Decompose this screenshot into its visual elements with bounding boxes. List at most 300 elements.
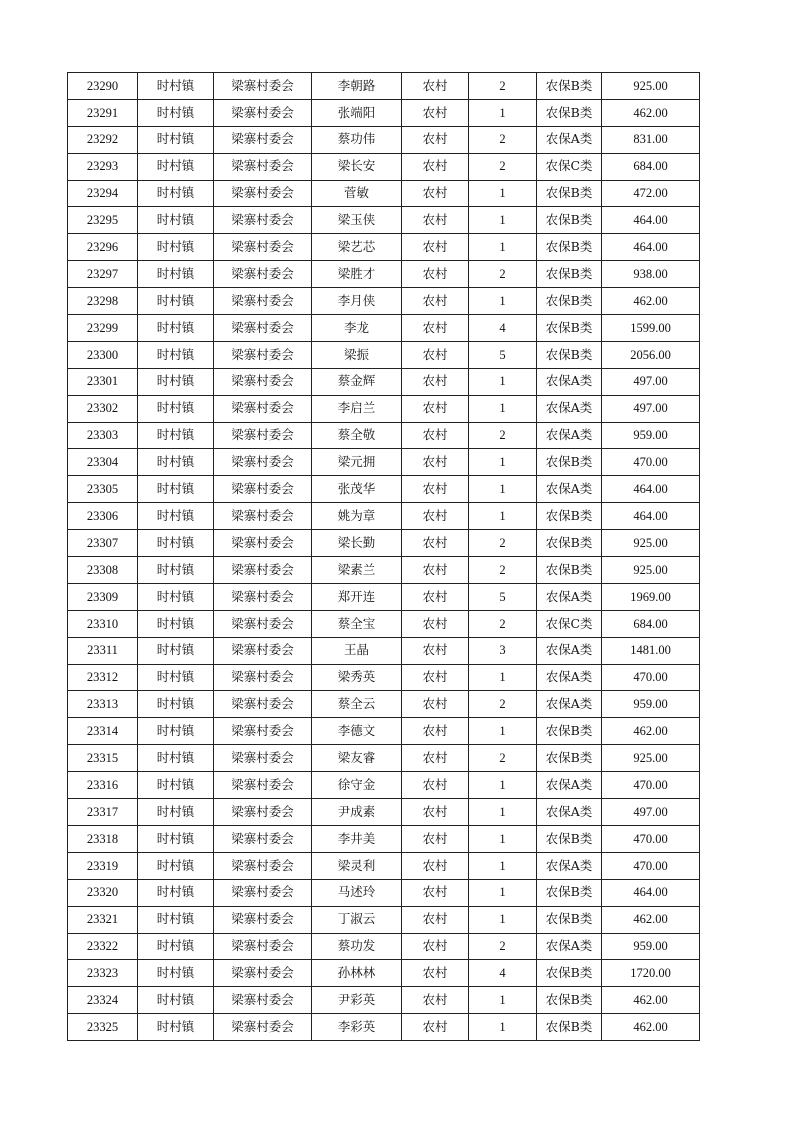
household-size-cell: 1 [469, 234, 537, 261]
amount-cell: 470.00 [602, 825, 700, 852]
insurance-category-cell: 农保B类 [537, 987, 602, 1014]
serial-number-cell: 23305 [68, 476, 138, 503]
serial-number-cell: 23292 [68, 126, 138, 153]
amount-cell: 497.00 [602, 799, 700, 826]
name-cell: 蔡功发 [312, 933, 402, 960]
township-cell: 时村镇 [138, 73, 214, 100]
serial-number-cell: 23290 [68, 73, 138, 100]
serial-number-cell: 23293 [68, 153, 138, 180]
amount-cell: 464.00 [602, 879, 700, 906]
household-size-cell: 1 [469, 906, 537, 933]
name-cell: 蔡功伟 [312, 126, 402, 153]
village-committee-cell: 梁寨村委会 [214, 234, 312, 261]
village-committee-cell: 梁寨村委会 [214, 772, 312, 799]
township-cell: 时村镇 [138, 1014, 214, 1041]
household-size-cell: 2 [469, 73, 537, 100]
village-committee-cell: 梁寨村委会 [214, 933, 312, 960]
table-row [68, 879, 700, 906]
name-cell: 蔡全宝 [312, 610, 402, 637]
insurance-category-cell: 农保B类 [537, 288, 602, 315]
table-row [68, 583, 700, 610]
serial-number-cell: 23313 [68, 691, 138, 718]
village-committee-cell: 梁寨村委会 [214, 503, 312, 530]
township-cell: 时村镇 [138, 234, 214, 261]
area-type-cell: 农村 [402, 73, 469, 100]
village-committee-cell: 梁寨村委会 [214, 368, 312, 395]
table-row [68, 637, 700, 664]
area-type-cell: 农村 [402, 422, 469, 449]
name-cell: 梁胜才 [312, 261, 402, 288]
insurance-category-cell: 农保A类 [537, 772, 602, 799]
household-size-cell: 1 [469, 288, 537, 315]
household-size-cell: 2 [469, 126, 537, 153]
household-size-cell: 1 [469, 1014, 537, 1041]
household-size-cell: 1 [469, 368, 537, 395]
name-cell: 梁长勤 [312, 530, 402, 557]
area-type-cell: 农村 [402, 503, 469, 530]
insurance-category-cell: 农保B类 [537, 207, 602, 234]
household-size-cell: 1 [469, 852, 537, 879]
amount-cell: 470.00 [602, 449, 700, 476]
insurance-category-cell: 农保A类 [537, 799, 602, 826]
serial-number-cell: 23311 [68, 637, 138, 664]
village-committee-cell: 梁寨村委会 [214, 583, 312, 610]
serial-number-cell: 23291 [68, 99, 138, 126]
area-type-cell: 农村 [402, 395, 469, 422]
household-size-cell: 4 [469, 315, 537, 342]
village-committee-cell: 梁寨村委会 [214, 315, 312, 342]
table-body [68, 73, 700, 1041]
serial-number-cell: 23323 [68, 960, 138, 987]
table-row [68, 718, 700, 745]
table-row [68, 503, 700, 530]
insurance-category-cell: 农保B类 [537, 557, 602, 584]
area-type-cell: 农村 [402, 745, 469, 772]
name-cell: 郑开连 [312, 583, 402, 610]
insurance-category-cell: 农保C类 [537, 153, 602, 180]
insurance-category-cell: 农保A类 [537, 664, 602, 691]
insurance-category-cell: 农保B类 [537, 503, 602, 530]
serial-number-cell: 23319 [68, 852, 138, 879]
insurance-category-cell: 农保B类 [537, 341, 602, 368]
name-cell: 李井美 [312, 825, 402, 852]
township-cell: 时村镇 [138, 906, 214, 933]
insurance-category-cell: 农保B类 [537, 449, 602, 476]
amount-cell: 470.00 [602, 664, 700, 691]
table-row [68, 852, 700, 879]
village-committee-cell: 梁寨村委会 [214, 395, 312, 422]
township-cell: 时村镇 [138, 772, 214, 799]
household-size-cell: 3 [469, 637, 537, 664]
insurance-category-cell: 农保A类 [537, 422, 602, 449]
table-row [68, 799, 700, 826]
table-row [68, 825, 700, 852]
household-size-cell: 1 [469, 476, 537, 503]
serial-number-cell: 23325 [68, 1014, 138, 1041]
household-size-cell: 5 [469, 583, 537, 610]
household-size-cell: 2 [469, 261, 537, 288]
area-type-cell: 农村 [402, 153, 469, 180]
name-cell: 梁长安 [312, 153, 402, 180]
name-cell: 蔡全敬 [312, 422, 402, 449]
village-committee-cell: 梁寨村委会 [214, 637, 312, 664]
serial-number-cell: 23317 [68, 799, 138, 826]
amount-cell: 684.00 [602, 153, 700, 180]
village-committee-cell: 梁寨村委会 [214, 288, 312, 315]
name-cell: 尹成素 [312, 799, 402, 826]
serial-number-cell: 23322 [68, 933, 138, 960]
amount-cell: 925.00 [602, 530, 700, 557]
amount-cell: 464.00 [602, 207, 700, 234]
amount-cell: 464.00 [602, 476, 700, 503]
table-row [68, 476, 700, 503]
amount-cell: 464.00 [602, 503, 700, 530]
table-row [68, 73, 700, 100]
amount-cell: 462.00 [602, 718, 700, 745]
village-committee-cell: 梁寨村委会 [214, 987, 312, 1014]
township-cell: 时村镇 [138, 180, 214, 207]
household-size-cell: 1 [469, 207, 537, 234]
amount-cell: 462.00 [602, 288, 700, 315]
name-cell: 李龙 [312, 315, 402, 342]
household-size-cell: 1 [469, 449, 537, 476]
name-cell: 姚为章 [312, 503, 402, 530]
area-type-cell: 农村 [402, 933, 469, 960]
village-committee-cell: 梁寨村委会 [214, 422, 312, 449]
serial-number-cell: 23316 [68, 772, 138, 799]
serial-number-cell: 23306 [68, 503, 138, 530]
insurance-category-cell: 农保A类 [537, 126, 602, 153]
name-cell: 梁艺芯 [312, 234, 402, 261]
insurance-category-cell: 农保A类 [537, 852, 602, 879]
village-committee-cell: 梁寨村委会 [214, 691, 312, 718]
village-committee-cell: 梁寨村委会 [214, 126, 312, 153]
amount-cell: 925.00 [602, 745, 700, 772]
name-cell: 丁淑云 [312, 906, 402, 933]
township-cell: 时村镇 [138, 637, 214, 664]
name-cell: 李启兰 [312, 395, 402, 422]
table-row [68, 691, 700, 718]
serial-number-cell: 23318 [68, 825, 138, 852]
serial-number-cell: 23312 [68, 664, 138, 691]
serial-number-cell: 23299 [68, 315, 138, 342]
household-size-cell: 1 [469, 180, 537, 207]
table-row [68, 906, 700, 933]
household-size-cell: 1 [469, 99, 537, 126]
amount-cell: 1720.00 [602, 960, 700, 987]
table-row [68, 368, 700, 395]
household-size-cell: 1 [469, 772, 537, 799]
table-row [68, 153, 700, 180]
area-type-cell: 农村 [402, 1014, 469, 1041]
household-size-cell: 2 [469, 557, 537, 584]
area-type-cell: 农村 [402, 906, 469, 933]
area-type-cell: 农村 [402, 664, 469, 691]
area-type-cell: 农村 [402, 987, 469, 1014]
name-cell: 徐守金 [312, 772, 402, 799]
household-size-cell: 1 [469, 987, 537, 1014]
serial-number-cell: 23300 [68, 341, 138, 368]
insurance-category-cell: 农保B类 [537, 180, 602, 207]
area-type-cell: 农村 [402, 772, 469, 799]
name-cell: 张茂华 [312, 476, 402, 503]
amount-cell: 497.00 [602, 368, 700, 395]
village-committee-cell: 梁寨村委会 [214, 1014, 312, 1041]
township-cell: 时村镇 [138, 449, 214, 476]
insurance-category-cell: 农保B类 [537, 99, 602, 126]
household-size-cell: 1 [469, 503, 537, 530]
name-cell: 李月侠 [312, 288, 402, 315]
insurance-category-cell: 农保B类 [537, 73, 602, 100]
township-cell: 时村镇 [138, 288, 214, 315]
household-size-cell: 2 [469, 610, 537, 637]
area-type-cell: 农村 [402, 583, 469, 610]
village-committee-cell: 梁寨村委会 [214, 153, 312, 180]
amount-cell: 462.00 [602, 99, 700, 126]
insurance-category-cell: 农保B类 [537, 960, 602, 987]
serial-number-cell: 23302 [68, 395, 138, 422]
table-row [68, 261, 700, 288]
serial-number-cell: 23307 [68, 530, 138, 557]
name-cell: 王晶 [312, 637, 402, 664]
household-size-cell: 1 [469, 395, 537, 422]
insurance-category-cell: 农保A类 [537, 933, 602, 960]
table-row [68, 422, 700, 449]
household-size-cell: 1 [469, 879, 537, 906]
insurance-category-cell: 农保B类 [537, 315, 602, 342]
serial-number-cell: 23309 [68, 583, 138, 610]
village-committee-cell: 梁寨村委会 [214, 557, 312, 584]
area-type-cell: 农村 [402, 476, 469, 503]
household-size-cell: 2 [469, 153, 537, 180]
area-type-cell: 农村 [402, 718, 469, 745]
household-size-cell: 1 [469, 799, 537, 826]
data-table [67, 72, 700, 1041]
table-row [68, 395, 700, 422]
household-size-cell: 2 [469, 933, 537, 960]
township-cell: 时村镇 [138, 341, 214, 368]
insurance-category-cell: 农保A类 [537, 691, 602, 718]
village-committee-cell: 梁寨村委会 [214, 718, 312, 745]
household-size-cell: 2 [469, 422, 537, 449]
table-row [68, 772, 700, 799]
insurance-category-cell: 农保B类 [537, 745, 602, 772]
area-type-cell: 农村 [402, 852, 469, 879]
area-type-cell: 农村 [402, 126, 469, 153]
township-cell: 时村镇 [138, 126, 214, 153]
name-cell: 菅敏 [312, 180, 402, 207]
insurance-category-cell: 农保C类 [537, 610, 602, 637]
township-cell: 时村镇 [138, 207, 214, 234]
serial-number-cell: 23298 [68, 288, 138, 315]
serial-number-cell: 23308 [68, 557, 138, 584]
amount-cell: 2056.00 [602, 341, 700, 368]
serial-number-cell: 23304 [68, 449, 138, 476]
township-cell: 时村镇 [138, 879, 214, 906]
amount-cell: 959.00 [602, 691, 700, 718]
township-cell: 时村镇 [138, 315, 214, 342]
insurance-category-cell: 农保B类 [537, 530, 602, 557]
table-row [68, 207, 700, 234]
household-size-cell: 2 [469, 530, 537, 557]
serial-number-cell: 23314 [68, 718, 138, 745]
amount-cell: 938.00 [602, 261, 700, 288]
name-cell: 梁素兰 [312, 557, 402, 584]
household-size-cell: 2 [469, 745, 537, 772]
name-cell: 张端阳 [312, 99, 402, 126]
name-cell: 梁玉侠 [312, 207, 402, 234]
insurance-category-cell: 农保B类 [537, 261, 602, 288]
amount-cell: 684.00 [602, 610, 700, 637]
table-row [68, 557, 700, 584]
township-cell: 时村镇 [138, 987, 214, 1014]
household-size-cell: 1 [469, 825, 537, 852]
insurance-category-cell: 农保A类 [537, 583, 602, 610]
serial-number-cell: 23310 [68, 610, 138, 637]
area-type-cell: 农村 [402, 180, 469, 207]
amount-cell: 470.00 [602, 852, 700, 879]
amount-cell: 1599.00 [602, 315, 700, 342]
insurance-category-cell: 农保A类 [537, 368, 602, 395]
township-cell: 时村镇 [138, 530, 214, 557]
name-cell: 梁秀英 [312, 664, 402, 691]
serial-number-cell: 23294 [68, 180, 138, 207]
township-cell: 时村镇 [138, 745, 214, 772]
name-cell: 马述玲 [312, 879, 402, 906]
table-row [68, 610, 700, 637]
area-type-cell: 农村 [402, 825, 469, 852]
township-cell: 时村镇 [138, 691, 214, 718]
name-cell: 尹彩英 [312, 987, 402, 1014]
table-row [68, 960, 700, 987]
area-type-cell: 农村 [402, 879, 469, 906]
amount-cell: 464.00 [602, 234, 700, 261]
area-type-cell: 农村 [402, 637, 469, 664]
area-type-cell: 农村 [402, 315, 469, 342]
area-type-cell: 农村 [402, 99, 469, 126]
table-row [68, 288, 700, 315]
township-cell: 时村镇 [138, 368, 214, 395]
insurance-category-cell: 农保B类 [537, 906, 602, 933]
insurance-category-cell: 农保A类 [537, 395, 602, 422]
table-row [68, 180, 700, 207]
township-cell: 时村镇 [138, 583, 214, 610]
amount-cell: 959.00 [602, 933, 700, 960]
village-committee-cell: 梁寨村委会 [214, 449, 312, 476]
serial-number-cell: 23301 [68, 368, 138, 395]
insurance-category-cell: 农保B类 [537, 1014, 602, 1041]
serial-number-cell: 23296 [68, 234, 138, 261]
village-committee-cell: 梁寨村委会 [214, 341, 312, 368]
household-size-cell: 1 [469, 664, 537, 691]
township-cell: 时村镇 [138, 422, 214, 449]
table-row [68, 987, 700, 1014]
table-row [68, 745, 700, 772]
serial-number-cell: 23297 [68, 261, 138, 288]
township-cell: 时村镇 [138, 153, 214, 180]
village-committee-cell: 梁寨村委会 [214, 799, 312, 826]
insurance-category-cell: 农保A类 [537, 476, 602, 503]
village-committee-cell: 梁寨村委会 [214, 745, 312, 772]
amount-cell: 462.00 [602, 1014, 700, 1041]
table-row [68, 126, 700, 153]
township-cell: 时村镇 [138, 610, 214, 637]
area-type-cell: 农村 [402, 234, 469, 261]
township-cell: 时村镇 [138, 557, 214, 584]
township-cell: 时村镇 [138, 852, 214, 879]
amount-cell: 925.00 [602, 557, 700, 584]
name-cell: 蔡全云 [312, 691, 402, 718]
name-cell: 梁元拥 [312, 449, 402, 476]
insurance-category-cell: 农保B类 [537, 718, 602, 745]
area-type-cell: 农村 [402, 960, 469, 987]
serial-number-cell: 23320 [68, 879, 138, 906]
table-row [68, 234, 700, 261]
area-type-cell: 农村 [402, 557, 469, 584]
area-type-cell: 农村 [402, 610, 469, 637]
village-committee-cell: 梁寨村委会 [214, 879, 312, 906]
village-committee-cell: 梁寨村委会 [214, 960, 312, 987]
insurance-category-cell: 农保B类 [537, 879, 602, 906]
name-cell: 李彩英 [312, 1014, 402, 1041]
village-committee-cell: 梁寨村委会 [214, 530, 312, 557]
township-cell: 时村镇 [138, 933, 214, 960]
area-type-cell: 农村 [402, 341, 469, 368]
amount-cell: 497.00 [602, 395, 700, 422]
table-row [68, 1014, 700, 1041]
village-committee-cell: 梁寨村委会 [214, 99, 312, 126]
serial-number-cell: 23321 [68, 906, 138, 933]
amount-cell: 959.00 [602, 422, 700, 449]
insurance-category-cell: 农保A类 [537, 637, 602, 664]
village-committee-cell: 梁寨村委会 [214, 476, 312, 503]
township-cell: 时村镇 [138, 825, 214, 852]
village-committee-cell: 梁寨村委会 [214, 207, 312, 234]
village-committee-cell: 梁寨村委会 [214, 852, 312, 879]
village-committee-cell: 梁寨村委会 [214, 180, 312, 207]
name-cell: 孙林林 [312, 960, 402, 987]
name-cell: 蔡金辉 [312, 368, 402, 395]
township-cell: 时村镇 [138, 395, 214, 422]
area-type-cell: 农村 [402, 261, 469, 288]
table-row [68, 530, 700, 557]
village-committee-cell: 梁寨村委会 [214, 664, 312, 691]
area-type-cell: 农村 [402, 799, 469, 826]
name-cell: 李德文 [312, 718, 402, 745]
household-size-cell: 5 [469, 341, 537, 368]
area-type-cell: 农村 [402, 207, 469, 234]
table-row [68, 315, 700, 342]
village-committee-cell: 梁寨村委会 [214, 610, 312, 637]
table-row [68, 933, 700, 960]
name-cell: 李朝路 [312, 73, 402, 100]
township-cell: 时村镇 [138, 476, 214, 503]
name-cell: 梁友睿 [312, 745, 402, 772]
household-size-cell: 1 [469, 718, 537, 745]
table-row [68, 99, 700, 126]
township-cell: 时村镇 [138, 799, 214, 826]
household-size-cell: 4 [469, 960, 537, 987]
household-size-cell: 2 [469, 691, 537, 718]
name-cell: 梁振 [312, 341, 402, 368]
amount-cell: 462.00 [602, 987, 700, 1014]
township-cell: 时村镇 [138, 718, 214, 745]
table-row [68, 664, 700, 691]
village-committee-cell: 梁寨村委会 [214, 825, 312, 852]
insurance-category-cell: 农保B类 [537, 825, 602, 852]
serial-number-cell: 23295 [68, 207, 138, 234]
area-type-cell: 农村 [402, 449, 469, 476]
